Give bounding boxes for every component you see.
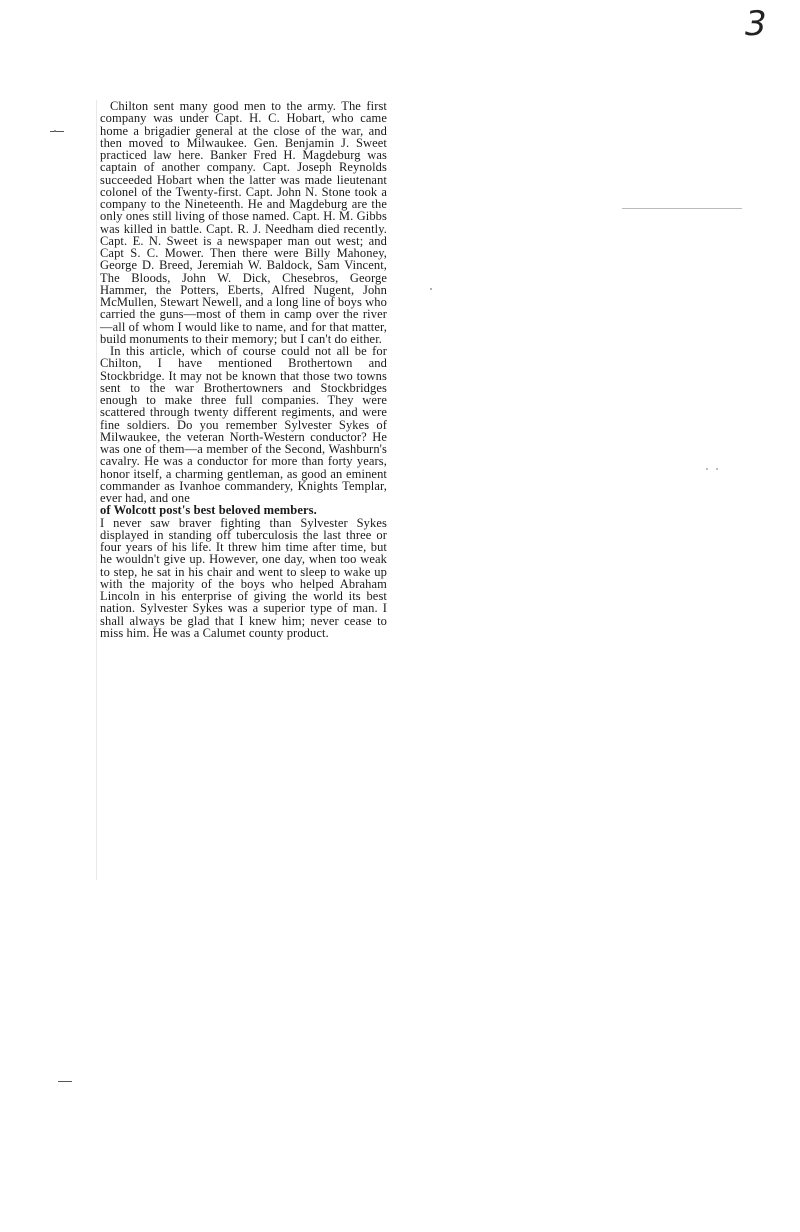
scan-speck-3 bbox=[706, 468, 708, 470]
scan-mark-top bbox=[50, 131, 64, 132]
scan-speck-2 bbox=[430, 288, 432, 290]
article-paragraph-3: I never saw braver fighting than Sylvester Sykes displayed in standing off tuberculosis the last three or four years of his life. It threw him time after time, but he wouldn't give up. However, one day, when too weak to step, he sat in his chair and went to sleep to wake up with the majority of the boys who helped Abraham Lincoln in his enterprise of giving the world its best nation. Sylvester Sykes was a superior type of man. I shall always be glad that I knew him; never cease to miss him. He was a Calumet county product. bbox=[100, 515, 387, 640]
newspaper-clipping bbox=[100, 100, 387, 639]
scan-speck bbox=[54, 130, 56, 132]
article-bold-line: of Wolcott post's best beloved members. bbox=[100, 503, 317, 518]
scan-speck-4 bbox=[716, 468, 718, 470]
clipping-edge bbox=[96, 100, 97, 880]
page-number: 3 bbox=[745, 4, 767, 44]
article-paragraph-2: In this article, which of course could not all be for Chilton, I have mentioned Brothertown and Stockbridge. It may not be known that those two towns sent to the war Brothertowners and Stockbridges enough to make three full companies. They were scattered through twenty different regiments, and were fine soldiers. Do you remember Sylvester Sykes of Milwaukee, the veteran North-Western conductor? He was one of them—a member of the Second, Washburn's cavalry. He was a conductor for more than forty years, honor itself, a charming gentleman, as good an eminent commander as Ivanhoe commandery, Knights Templar, ever had, and one bbox=[100, 344, 387, 505]
article-paragraph-1: Chilton sent many good men to the army. The first company was under Capt. H. C. Hobart, who came home a brigadier general at the close of the war, and then moved to Milwaukee. Gen. Benjamin J. Sweet practiced law here. Banker Fred H. Magdeburg was captain of another company. Capt. Joseph Reynolds succeeded Hobart when the latter was made lieutenant colonel of the Twenty-first. Capt. John N. Stone took a company to the Nineteenth. He and Magdeburg are the only ones still living of those named. Capt. H. M. Gibbs was killed in battle. Capt. R. J. Needham died recently. Capt. E. N. Sweet is a newspaper man out west; and Capt S. C. Mower. Then there were Billy Mahoney, George D. Breed, Jeremiah W. Baldock, Sam Vincent, The Bloods, John W. Dick, Chesebros, George Hammer, the Potters, Eberts, Alfred Nugent, John McMullen, Stewart Newell, and a long line of boys who carried the guns—most of them in camp over the river—all of whom I would like to name, and for that matter, build monuments to their memory; but I can't do either. bbox=[100, 99, 387, 346]
pencil-mark bbox=[622, 208, 742, 209]
scan-mark-bottom bbox=[58, 1081, 72, 1082]
